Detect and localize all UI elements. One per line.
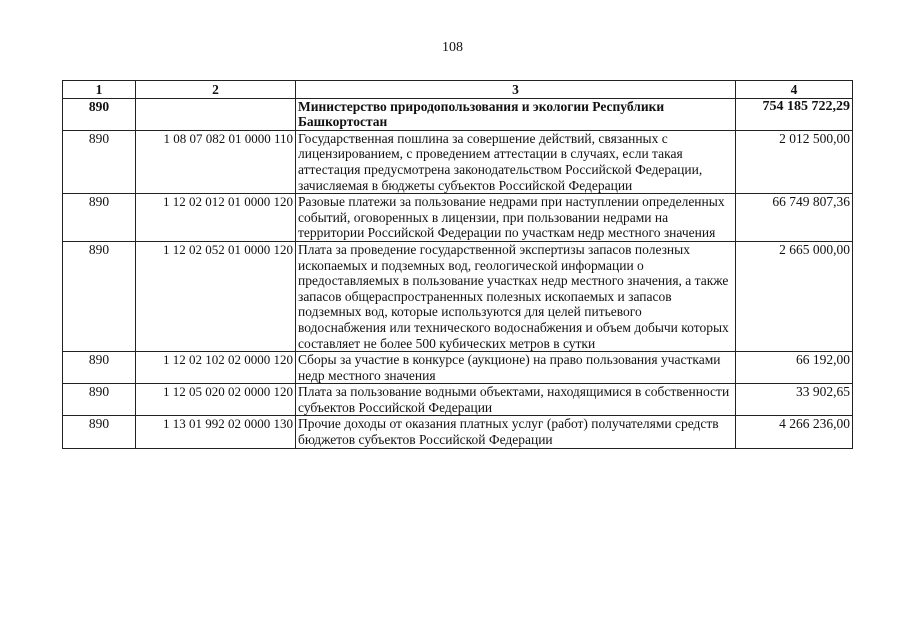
table-row [63,241,853,351]
description-cell: Плата за пользование водными объектами, находящимися в собственности субъектов Российской Федерации [296,384,736,416]
table-row [63,384,853,416]
admin-code-cell: 890 [63,352,136,384]
admin-code-cell: 890 [63,384,136,416]
column-header-amount: 4 [736,81,853,99]
table-row [63,416,853,448]
revenue-code-cell: 1 12 05 020 02 0000 120 [136,384,296,416]
table-header-row [63,81,853,99]
amount-cell: 66 192,00 [736,352,853,384]
amount-cell: 4 266 236,00 [736,416,853,448]
description-cell: Сборы за участие в конкурсе (аукционе) на право пользования участками недр местного значения [296,352,736,384]
revenue-code-cell: 1 12 02 102 02 0000 120 [136,352,296,384]
table-row [63,194,853,242]
revenue-code-cell: 1 08 07 082 01 0000 110 [136,130,296,193]
revenue-code-cell: 1 12 02 012 01 0000 120 [136,194,296,242]
description-cell: Прочие доходы от оказания платных услуг (работ) получателями средств бюджетов субъектов Российской Федерации [296,416,736,448]
amount-cell: 66 749 807,36 [736,194,853,242]
admin-code-cell: 890 [63,416,136,448]
table-row [63,352,853,384]
admin-code-cell: 890 [63,130,136,193]
admin-code-cell: 890 [63,194,136,242]
amount-cell: 2 665 000,00 [736,241,853,351]
amount-cell: 754 185 722,29 [736,98,853,130]
description-cell: Министерство природопользования и экологии Республики Башкортостан [296,98,736,130]
description-cell: Разовые платежи за пользование недрами при наступлении определенных событий, оговоренных в лицензии, при пользовании недрами на территории Российской Федерации по участкам недр местного значения [296,194,736,242]
column-header-admin: 1 [63,81,136,99]
column-header-description: 3 [296,81,736,99]
admin-code-cell: 890 [63,98,136,130]
column-header-code: 2 [136,81,296,99]
description-cell: Государственная пошлина за совершение действий, связанных с лицензированием, с проведением аттестации в случаях, если такая аттестация предусмотрена законодательством Российской Федерации, зачисляемая в бюджеты субъектов Российской Федерации [296,130,736,193]
revenue-code-cell: 1 12 02 052 01 0000 120 [136,241,296,351]
amount-cell: 33 902,65 [736,384,853,416]
revenue-code-cell [136,98,296,130]
revenue-table [62,80,853,449]
amount-cell: 2 012 500,00 [736,130,853,193]
page-number: 108 [442,40,463,55]
admin-code-cell: 890 [63,241,136,351]
table-row-ministry [63,98,853,130]
table-row [63,130,853,193]
description-cell: Плата за проведение государственной экспертизы запасов полезных ископаемых и подземных вод, геологической информации о предоставляемых в пользование участках недр местного значения, а также запасов общераспространенных полезных ископаемых и запасов подземных вод, которые используются для целей питьевого водоснабжения или технического водоснабжения и объем добычи которых составляет не более 500 кубических метров в сутки [296,241,736,351]
revenue-code-cell: 1 13 01 992 02 0000 130 [136,416,296,448]
